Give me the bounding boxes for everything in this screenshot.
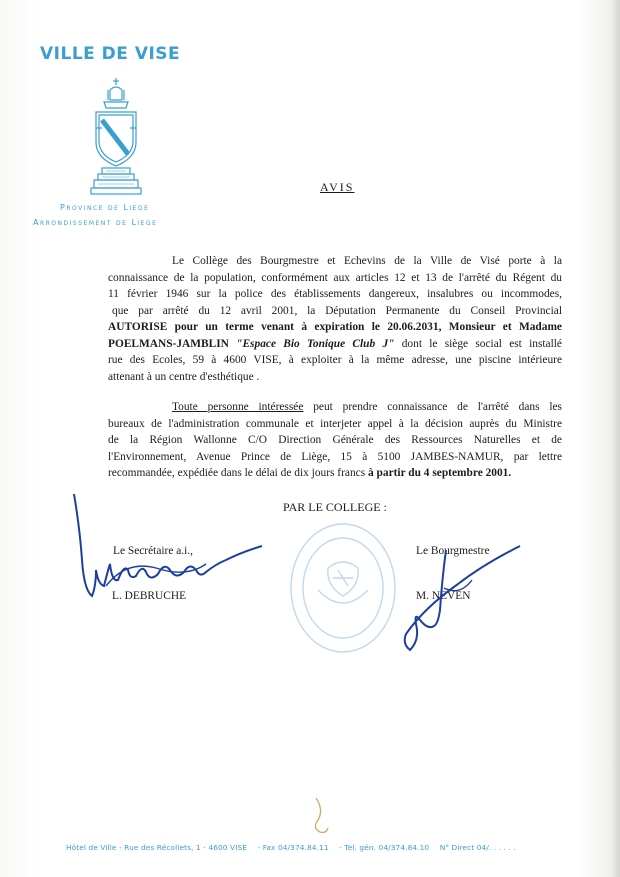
college-heading: PAR LE COLLEGE :	[283, 500, 387, 514]
official-seal-stamp	[288, 520, 398, 656]
p1-line-7: rue des Ecoles, 59 à 4600 VISE, à exploiter à la même adresse, une piscine intérieure	[108, 354, 562, 366]
p2-line-1	[108, 399, 562, 416]
p1-line-6-rest: dont le siège social est installé	[401, 337, 562, 350]
p1-line-2: connaissance de la population, conformément aux articles 12 et 13 de l'arrêté du Régent du	[108, 271, 562, 284]
p2-line-4: l'Environnement, Avenue Prince de Liège, 15 à 5100 JAMBES-NAMUR, par lettre	[108, 450, 562, 463]
p2-line-5-text: recommandée, expédiée dans le délai de dix jours francs	[108, 467, 366, 479]
p1-line-1: Le Collège des Bourgmestre et Echevins de la Ville de Visé porte à la	[172, 255, 562, 267]
letterhead-footer	[66, 843, 524, 852]
footer-direct: N° Direct 04/. . . . . .	[439, 843, 516, 852]
town-name: VILLE DE VISE	[40, 44, 181, 64]
coat-of-arms-icon	[88, 76, 144, 198]
notice-paragraph-2	[108, 399, 562, 482]
appeal-deadline: à partir du 4 septembre 2001.	[368, 467, 512, 479]
applicant-names: POELMANS-JAMBLIN	[108, 337, 229, 350]
establishment-name: "Espace Bio Tonique Club J"	[236, 337, 395, 350]
p1-line-6	[108, 336, 562, 353]
notice-title: AVIS	[320, 180, 355, 194]
arrondissement-label: Arrondissement de Liege	[33, 218, 158, 227]
mayor-name: M. NEVEN	[416, 590, 471, 602]
secretary-name: L. DEBRUCHE	[112, 590, 187, 602]
p2-line-3: de la Région Wallonne C/O Direction Générale des Ressources Naturelles et de	[108, 434, 562, 446]
page-edge-shadow	[610, 0, 620, 877]
authorisation-text: AUTORISE pour un terme venant à expiration le 20.06.2031, Monsieur et Madame	[108, 321, 562, 333]
province-label: Province de Liege	[60, 203, 150, 212]
p1-line-4: que par arrêté du 12 avril 2001, la Députation Permanente du Conseil Provincial	[112, 304, 562, 317]
p2-line-1-rest: peut prendre connaissance de l'arrêté dans les	[313, 401, 562, 413]
footer-tel: - Tel. gén. 04/374.84.10	[339, 843, 430, 852]
mayor-title: Le Bourgmestre	[416, 545, 490, 557]
notice-paragraph-1	[108, 253, 562, 385]
interested-party-text: Toute personne intéressée	[172, 401, 304, 413]
p1-line-8: attenant à un centre d'esthétique .	[108, 370, 260, 383]
p2-line-5	[108, 465, 562, 482]
footer-fax: - Fax 04/374.84.11	[257, 843, 329, 852]
secretary-title: Le Secrétaire a.i.,	[113, 545, 194, 557]
p1-line-3: 11 février 1946 sur la police des établissements dangereux, insalubres ou incommodes,	[108, 288, 562, 300]
thread-mark	[300, 796, 330, 836]
p2-line-2: bureaux de l'administration communale et interjeter appel à la décision auprès du Ministre	[108, 417, 562, 430]
footer-address: Hôtel de Ville - Rue des Récollets, 1 - 4600 VISE	[66, 843, 248, 852]
p1-line-5	[108, 319, 562, 336]
